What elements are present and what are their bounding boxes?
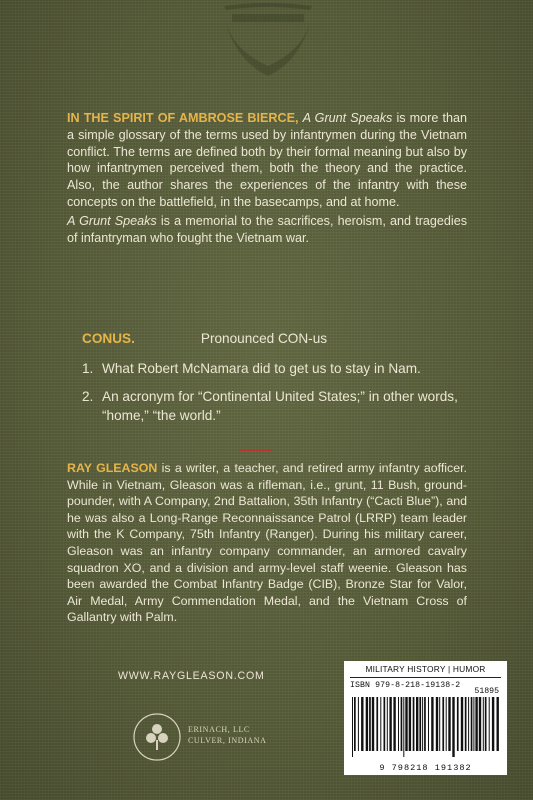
barcode-bar xyxy=(483,697,484,751)
barcode-bar xyxy=(366,697,368,751)
memorial-body: is a memorial to the sacrifices, heroism, and tragedies of infantryman who fought the Vietnam war. xyxy=(67,213,468,245)
barcode-bar xyxy=(413,697,415,751)
barcode-bar xyxy=(424,697,426,751)
definition-item: 1. What Robert McNamara did to get us to stay in Nam. xyxy=(82,361,421,376)
barcode-bar xyxy=(479,697,481,751)
barcode-bar xyxy=(468,697,469,751)
conus-pronunciation: Pronounced CON-us xyxy=(200,331,328,346)
barcode-bar xyxy=(389,697,391,751)
barcode-bar xyxy=(352,697,353,757)
barcode-bar xyxy=(376,697,378,751)
barcode-bar xyxy=(431,697,433,751)
section-divider xyxy=(240,449,272,451)
publisher-line2: CULVER, INDIANA xyxy=(188,736,267,745)
publisher-mark xyxy=(132,712,272,762)
definition-item: 2. An acronym for “Continental United States;” in other words, “home,” “the world.” xyxy=(82,389,458,423)
book-title: A Grunt Speaks xyxy=(302,111,393,125)
intro-section xyxy=(67,110,467,246)
conus-heading xyxy=(82,330,462,348)
barcode-bar xyxy=(446,697,447,751)
barcode-bar xyxy=(475,697,477,751)
price-code: 51895 xyxy=(474,687,499,696)
combat-infantry-badge-icon xyxy=(218,2,318,80)
barcode-digits: 9 798218 191382 xyxy=(379,763,472,773)
intro-lead: IN THE SPIRIT OF AMBROSE BIERCE, xyxy=(67,111,299,125)
barcode-bar xyxy=(372,697,374,751)
memorial-paragraph xyxy=(67,213,467,247)
barcode-bar xyxy=(439,697,440,751)
intro-paragraph xyxy=(67,110,467,211)
barcode-bar xyxy=(489,697,490,751)
barcode-bar xyxy=(497,697,499,751)
isbn-label: ISBN 979-8-218-19138-2 xyxy=(350,681,461,690)
barcode-bar xyxy=(380,697,381,751)
barcode-bar xyxy=(465,697,467,751)
barcode-bar xyxy=(416,697,418,751)
definition-list xyxy=(82,360,462,425)
barcode-bar xyxy=(442,697,444,751)
publisher-logo-icon xyxy=(132,712,182,762)
barcode-bar xyxy=(457,697,459,751)
book-category: MILITARY HISTORY | HUMOR xyxy=(350,664,501,678)
barcode-bar xyxy=(361,697,363,751)
barcode-bar xyxy=(422,697,423,751)
barcode-bar xyxy=(358,697,359,751)
author-website: WWW.RAYGLEASON.COM xyxy=(118,670,265,682)
barcode-bar xyxy=(448,697,450,751)
barcode-bar xyxy=(405,697,407,751)
barcode-bar xyxy=(403,697,404,757)
barcode-bar xyxy=(354,697,356,751)
barcode-bar xyxy=(471,697,473,751)
author-name: RAY GLEASON xyxy=(67,461,158,475)
author-bio xyxy=(67,460,467,626)
bio-paragraph xyxy=(67,460,467,626)
barcode-icon xyxy=(352,697,499,757)
barcode-bar xyxy=(461,697,463,751)
conus-entry xyxy=(82,330,462,435)
bio-body: is a writer, a teacher, and retired army infantry aofficer. While in Vietnam, Gleason was a rifleman, i.e., grunt, 11 Bush, ground-pounder, with A Company, 2nd Battalion, 35th Infantry (“Cacti Blue”), and he was also a Long-Range Reconnaissance Patrol (LRRP) team leader with the K Company, 75th Infantry (Ranger). During his military career, Gleason was an infantry company commander, an armored cavalry squadron XO, and a division and army-level staff weenie. Gleason has been awarded the Combat Infantry Badge (CIB), Bronze Star for Valor, Air Medal, Army Commendation Medal, and the Vietnam Cross of Gallantry with Palm. xyxy=(67,461,467,625)
barcode-panel xyxy=(344,661,507,775)
barcode-bar xyxy=(409,697,411,751)
barcode-bar xyxy=(398,697,399,751)
publisher-name xyxy=(188,724,266,746)
conus-term: CONUS. xyxy=(82,331,135,346)
barcode-bar xyxy=(384,697,386,751)
publisher-line1: ERINACH, LLC xyxy=(188,725,250,734)
barcode-bar xyxy=(419,697,421,751)
barcode-bar xyxy=(452,697,454,757)
barcode-bar xyxy=(401,697,403,751)
barcode-bar xyxy=(436,697,438,751)
intro-body: is more than a simple glossary of the terms used by infantrymen during the Vietnam conflict. The terms are defined both by their formal meaning but also by how infantrymen perceived them, both the theory and the practice. Also, the author shares the experiences of the infantry with these concepts on the battlefield, in the basecamps, and at home. xyxy=(67,111,468,209)
barcode-bar xyxy=(492,697,494,751)
barcode-bar xyxy=(428,697,429,751)
barcode-bar xyxy=(393,697,395,751)
barcode-bar xyxy=(485,697,487,751)
book-title-memorial: A Grunt Speaks xyxy=(67,213,157,228)
barcode-bar xyxy=(387,697,388,751)
barcode-bar xyxy=(473,697,474,751)
barcode-bar xyxy=(369,697,371,751)
